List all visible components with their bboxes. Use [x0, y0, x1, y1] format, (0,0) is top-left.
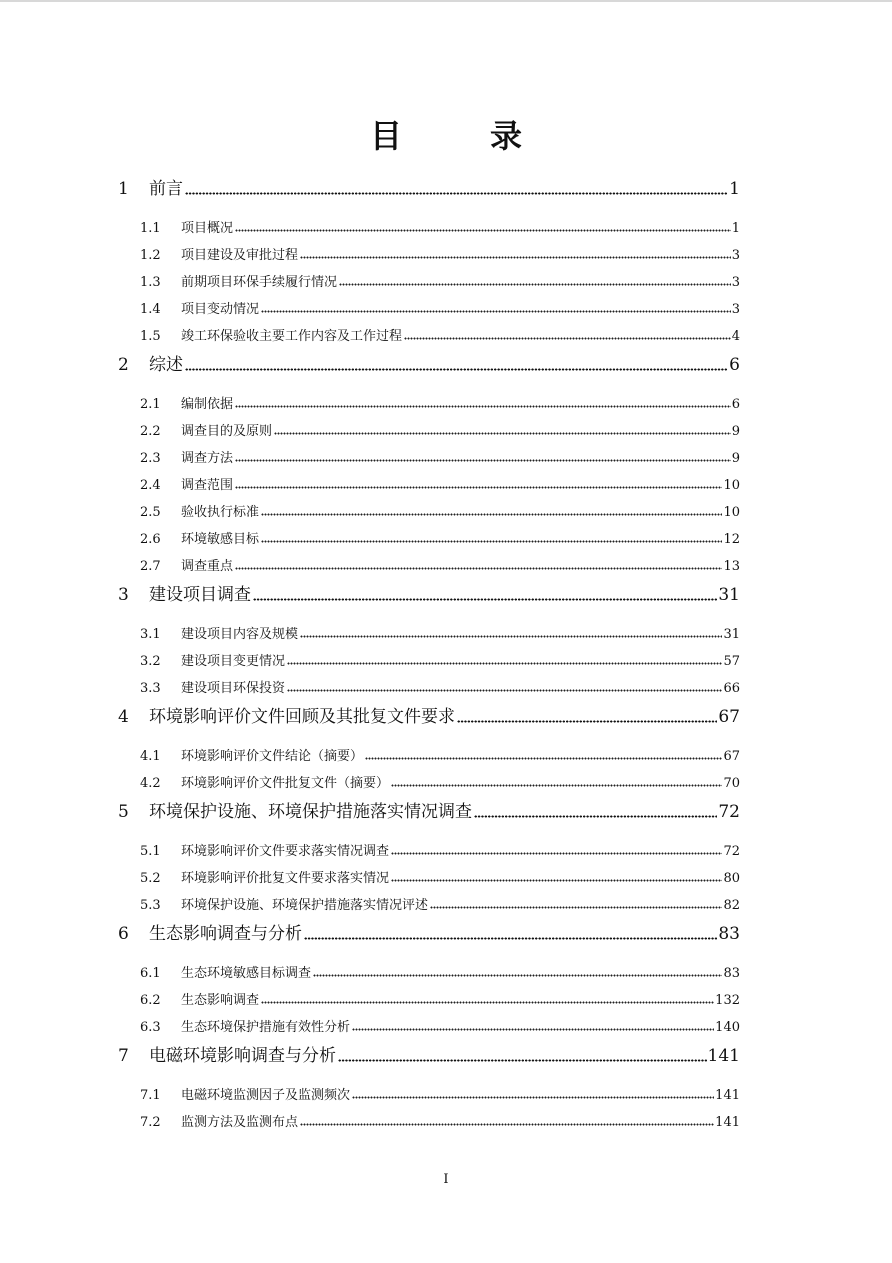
- dot-leader: [235, 219, 731, 232]
- toc-entry-number: 1.3: [140, 275, 161, 290]
- toc-chapter-entry[interactable]: [118, 917, 740, 944]
- toc-entry-label: 前言: [149, 179, 183, 199]
- toc-section-entry[interactable]: [118, 1103, 740, 1130]
- toc-entry-number: 6.1: [140, 966, 161, 981]
- dot-leader: [474, 801, 717, 818]
- toc-section-entry[interactable]: [118, 1008, 740, 1035]
- toc-entry-page-number: 6: [731, 397, 740, 412]
- dot-leader: [391, 869, 722, 882]
- toc-entry-label: 环境影响评价文件批复文件（摘要）: [181, 776, 390, 791]
- toc-entry-page-number: 9: [731, 451, 740, 466]
- toc-entry-number: 1.5: [140, 329, 161, 344]
- toc-section-entry[interactable]: [118, 493, 740, 520]
- toc-entry-page-number: 141: [715, 1115, 740, 1130]
- toc-entry-page-number: 1: [731, 221, 740, 236]
- dot-leader: [352, 1086, 714, 1099]
- toc-chapter-entry[interactable]: [118, 348, 740, 375]
- dot-leader: [261, 991, 714, 1004]
- dot-leader: [352, 1018, 714, 1031]
- toc-section-entry[interactable]: [118, 520, 740, 547]
- toc-section-entry[interactable]: [118, 466, 740, 493]
- dot-leader: [274, 422, 731, 435]
- toc-entry-page-number: 140: [715, 1020, 740, 1035]
- dot-leader: [235, 557, 722, 570]
- toc-entry-number: 4: [118, 707, 129, 727]
- toc-entry-label: 环境敏感目标: [181, 532, 260, 547]
- toc-section-entry[interactable]: [118, 886, 740, 913]
- toc-section-entry[interactable]: [118, 737, 740, 764]
- toc-section-entry[interactable]: [118, 547, 740, 574]
- dot-leader: [261, 300, 731, 313]
- toc-section-entry[interactable]: [118, 981, 740, 1008]
- toc-entry-number: 7.1: [140, 1088, 161, 1103]
- toc-entry-number: 3.2: [140, 654, 161, 669]
- footer-page-number: I: [443, 1172, 449, 1187]
- toc-entry-label: 前期项目环保手续履行情况: [181, 275, 338, 290]
- dot-leader: [391, 774, 722, 787]
- toc-entry-page-number: 31: [723, 627, 740, 642]
- toc-entry-number: 7: [118, 1046, 129, 1066]
- toc-entry-number: 5.1: [140, 844, 161, 859]
- toc-entry-number: 2.3: [140, 451, 161, 466]
- toc-entry-page-number: 13: [723, 559, 740, 574]
- dot-leader: [287, 679, 722, 692]
- toc-entry-number: 1.1: [140, 221, 161, 236]
- toc-entry-number: 2.7: [140, 559, 161, 574]
- toc-entry-number: 6.3: [140, 1020, 161, 1035]
- toc-entry-label: 生态环境保护措施有效性分析: [181, 1020, 351, 1035]
- toc-entry-label: 项目概况: [181, 221, 234, 236]
- toc-section-entry[interactable]: [118, 669, 740, 696]
- toc-entry-page-number: 83: [723, 966, 740, 981]
- toc-entry-number: 2: [118, 355, 129, 375]
- toc-entry-label: 调查范围: [181, 478, 234, 493]
- toc-entry-number: 5.2: [140, 871, 161, 886]
- toc-entry-number: 4.1: [140, 749, 161, 764]
- dot-leader: [339, 273, 731, 286]
- toc-chapter-entry[interactable]: [118, 700, 740, 727]
- dot-leader: [430, 896, 722, 909]
- toc-entry-label: 生态影响调查与分析: [149, 924, 302, 944]
- dot-leader: [235, 395, 731, 408]
- toc-entry-label: 环境影响评价文件要求落实情况调查: [181, 844, 390, 859]
- toc-entry-page-number: 72: [718, 802, 740, 822]
- toc-entry-label: 建设项目环保投资: [181, 681, 286, 696]
- page-title: 目 录: [369, 117, 550, 155]
- toc-entry-label: 建设项目调查: [149, 585, 251, 605]
- toc-entry-label: 项目变动情况: [181, 302, 260, 317]
- toc-entry-label: 环境保护设施、环境保护措施落实情况评述: [181, 898, 429, 913]
- toc-entry-page-number: 4: [731, 329, 740, 344]
- toc-chapter-entry[interactable]: [118, 578, 740, 605]
- toc-chapter-entry[interactable]: [118, 1039, 740, 1066]
- toc-section-entry[interactable]: [118, 439, 740, 466]
- toc-entry-page-number: 10: [723, 478, 740, 493]
- toc-entry-label: 竣工环保验收主要工作内容及工作过程: [181, 329, 403, 344]
- toc-entry-page-number: 70: [723, 776, 740, 791]
- dot-leader: [185, 354, 728, 371]
- toc-entry-page-number: 83: [718, 924, 740, 944]
- toc-entry-page-number: 132: [715, 993, 740, 1008]
- toc-entry-page-number: 10: [723, 505, 740, 520]
- toc-section-entry[interactable]: [118, 642, 740, 669]
- toc-entry-number: 1.4: [140, 302, 161, 317]
- toc-section-entry[interactable]: [118, 317, 740, 344]
- toc-section-entry[interactable]: [118, 263, 740, 290]
- toc-section-entry[interactable]: [118, 385, 740, 412]
- toc-entry-label: 建设项目变更情况: [181, 654, 286, 669]
- dot-leader: [365, 747, 722, 760]
- toc-entry-number: 1: [118, 179, 129, 199]
- toc-entry-number: 3.3: [140, 681, 161, 696]
- toc-entry-number: 2.1: [140, 397, 161, 412]
- toc-entry-page-number: 1: [729, 179, 740, 199]
- toc-entry-number: 7.2: [140, 1115, 161, 1130]
- toc-section-entry[interactable]: [118, 764, 740, 791]
- dot-leader: [235, 476, 722, 489]
- toc-entry-label: 电磁环境影响调查与分析: [149, 1046, 336, 1066]
- toc-entry-page-number: 80: [723, 871, 740, 886]
- toc-entry-page-number: 31: [718, 585, 740, 605]
- toc-chapter-entry[interactable]: [118, 795, 740, 822]
- dot-leader: [404, 327, 731, 340]
- toc-entry-number: 1.2: [140, 248, 161, 263]
- dot-leader: [253, 584, 717, 601]
- toc-entry-page-number: 72: [723, 844, 740, 859]
- toc-entry-label: 建设项目内容及规模: [181, 627, 299, 642]
- toc-entry-number: 6.2: [140, 993, 161, 1008]
- dot-leader: [313, 964, 722, 977]
- toc-entry-number: 2.5: [140, 505, 161, 520]
- toc-entry-page-number: 141: [715, 1088, 740, 1103]
- toc-entry-label: 电磁环境监测因子及监测频次: [181, 1088, 351, 1103]
- toc-entry-label: 验收执行标准: [181, 505, 260, 520]
- toc-entry-page-number: 66: [723, 681, 740, 696]
- toc-entry-number: 2.2: [140, 424, 161, 439]
- toc-entry-page-number: 67: [723, 749, 740, 764]
- toc-entry-page-number: 3: [731, 302, 740, 317]
- toc-entry-label: 调查方法: [181, 451, 234, 466]
- toc-section-entry[interactable]: [118, 1076, 740, 1103]
- toc-entry-page-number: 12: [723, 532, 740, 547]
- toc-entry-label: 编制依据: [181, 397, 234, 412]
- toc-entry-number: 2.4: [140, 478, 161, 493]
- toc-entry-label: 调查重点: [181, 559, 234, 574]
- toc-section-entry[interactable]: [118, 236, 740, 263]
- toc-entry-label: 项目建设及审批过程: [181, 248, 299, 263]
- toc-section-entry[interactable]: [118, 615, 740, 642]
- toc-entry-page-number: 9: [731, 424, 740, 439]
- dot-leader: [287, 652, 722, 665]
- toc-section-entry[interactable]: [118, 290, 740, 317]
- toc-entry-page-number: 6: [729, 355, 740, 375]
- toc-entry-number: 5.3: [140, 898, 161, 913]
- toc-entry-label: 环境保护设施、环境保护措施落实情况调查: [149, 802, 472, 822]
- toc-section-entry[interactable]: [118, 859, 740, 886]
- toc-entry-number: 5: [118, 802, 129, 822]
- toc-entry-label: 生态影响调查: [181, 993, 260, 1008]
- toc-entry-page-number: 3: [731, 248, 740, 263]
- toc-entry-label: 监测方法及监测布点: [181, 1115, 299, 1130]
- toc-entry-label: 综述: [149, 355, 183, 375]
- toc-entry-number: 2.6: [140, 532, 161, 547]
- dot-leader: [391, 842, 722, 855]
- toc-entry-page-number: 57: [723, 654, 740, 669]
- toc-entry-number: 4.2: [140, 776, 161, 791]
- toc-entry-label: 环境影响评价批复文件要求落实情况: [181, 871, 390, 886]
- toc-entry-page-number: 141: [707, 1046, 740, 1066]
- toc-chapter-entry[interactable]: [118, 172, 740, 199]
- toc-section-entry[interactable]: [118, 412, 740, 439]
- dot-leader: [300, 1113, 714, 1126]
- toc-entry-label: 调查目的及原则: [181, 424, 273, 439]
- toc-entry-page-number: 3: [731, 275, 740, 290]
- dot-leader: [338, 1045, 707, 1062]
- dot-leader: [300, 625, 722, 638]
- toc-entry-label: 环境影响评价文件结论（摘要）: [181, 749, 364, 764]
- toc-section-entry[interactable]: [118, 832, 740, 859]
- toc-entry-label: 生态环境敏感目标调查: [181, 966, 312, 981]
- toc-entry-label: 环境影响评价文件回顾及其批复文件要求: [149, 707, 455, 727]
- dot-leader: [235, 449, 731, 462]
- dot-leader: [261, 503, 722, 516]
- dot-leader: [261, 530, 722, 543]
- toc-entry-page-number: 67: [718, 707, 740, 727]
- toc-entry-number: 3: [118, 585, 129, 605]
- dot-leader: [300, 246, 731, 259]
- toc-section-entry[interactable]: [118, 954, 740, 981]
- page-top-border: [0, 0, 892, 2]
- toc-entry-number: 6: [118, 924, 129, 944]
- toc-entry-number: 3.1: [140, 627, 161, 642]
- dot-leader: [185, 178, 728, 195]
- table-of-contents: [118, 168, 740, 1130]
- toc-section-entry[interactable]: [118, 209, 740, 236]
- dot-leader: [304, 923, 717, 940]
- toc-entry-page-number: 82: [723, 898, 740, 913]
- dot-leader: [457, 706, 717, 723]
